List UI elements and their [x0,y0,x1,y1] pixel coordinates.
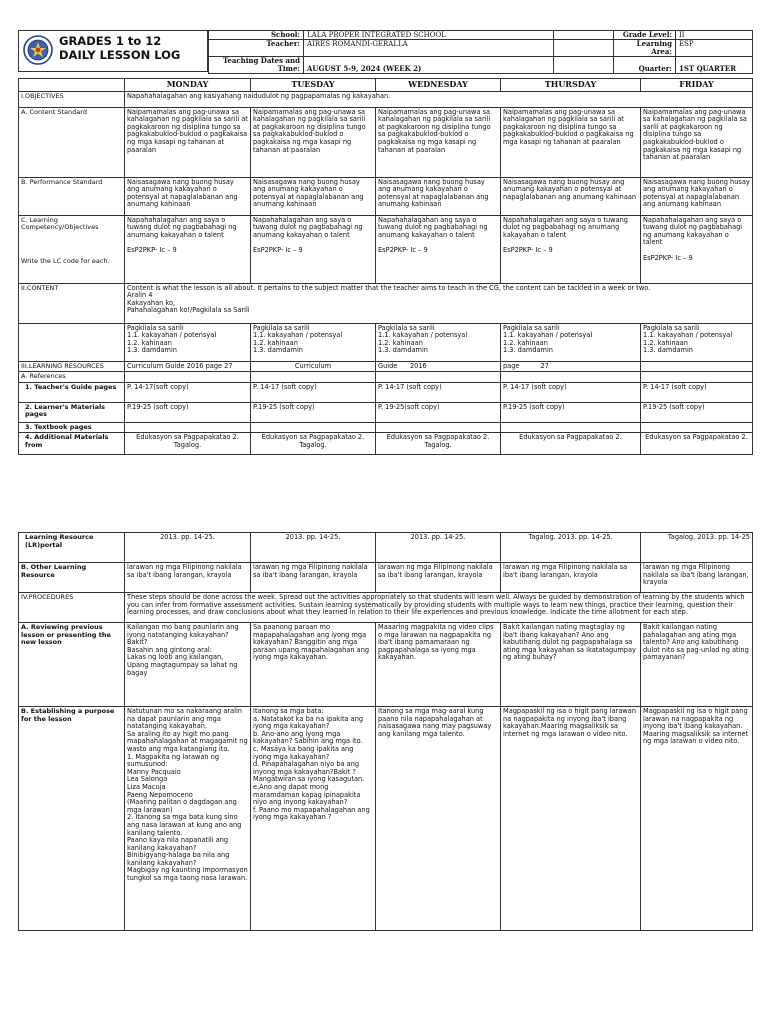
lr-portal-label: Learning Resource (LR)portal [19,533,125,563]
am-tuesday: Edukasyon sa Pagpapakatao 2. Tagalog. [251,433,376,455]
other-monday: larawan ng mga Filipinong nakilala sa iba't ibang larangan, krayola [125,563,251,593]
dates-label-line1: Teaching Dates and [222,56,300,65]
topic-line: 1.2. kahinaan [253,338,298,347]
performance-standard-monday: Naisasagawa nang buong husay ang anumang kakayahan o potensyal at napaglalabanan ang anumang kahinaan [125,177,251,215]
competency-tuesday [251,215,376,283]
lc-code-note: Write the LC code for each. [21,256,110,265]
day-header-tuesday: TUESDAY [251,79,376,92]
lr-thursday: Tagalog. 2013. pp. 14-25. [501,533,641,563]
cg-page: page [503,361,520,370]
topic-tuesday [251,323,376,361]
school-value: LALA PROPER INTEGRATED SCHOOL [304,31,554,40]
references-label: A. References [19,372,125,383]
info-table [208,30,753,74]
review-wednesday: Maaaring magpakita ng video clips o mga larawan na nagpapakita ng iba't ibang pamamaraan ng pagpapahalaga sa iyong mga kakayahan. [376,623,501,707]
competency-wednesday [376,215,501,283]
topic-thursday [501,323,641,361]
topic-line: 1.2. kahinaan [127,338,172,347]
performance-standard-label: B. Performance Standard [19,177,125,215]
tg-thursday: P. 14-17 (soft copy) [501,382,641,402]
procedures-text: These steps should be done across the week. Spread out the activities appropriately so that students will learn well. Always be guided by demonstration of learning by the students which you can infer from formative assessment activities. Sustain learning systematically by providing students with multiple ways to learn new things, practice their learning, question their learning processes, and draw conclusions about what they learned in relation to their life experiences and previous knowledge. Indicate the time allotment for each step. [125,593,753,623]
topic-line: Pagkilala sa sarili [643,323,700,332]
textbook-label: 3. Textbook pages [19,422,125,433]
dates-label [209,57,304,74]
lc-code: EsP2PKP- Ic – 9 [643,253,693,262]
lm-monday: P.19-25 (soft copy) [125,402,251,422]
competency-text: Napahahalagahan ang saya o tuwang dulot ng pagbabahagi ng anumang kakayahan o talent [127,215,237,239]
day-header-monday: MONDAY [125,79,251,92]
quarter-label: Quarter: [614,57,676,74]
teacher-value: AIRES ROMANDI-GERALLA [304,40,554,57]
topic-line: 1.1. kakayahan / potensyal [127,331,217,340]
competency-monday [125,215,251,283]
lr-tuesday: 2013. pp. 14-25. [251,533,376,563]
other-wednesday: larawan ng mga Filipinong nakilala sa iba't ibang larangan, krayola [376,563,501,593]
other-friday: larawan ng mga Filipinong nakilala sa iba't ibang larangan, krayola [641,563,753,593]
content-standard-label: A. Content Standard [19,107,125,177]
topic-line: 1.1. kakayahan / potensyal [503,331,593,340]
day-header-friday: FRIDAY [641,79,753,92]
lc-code: EsP2PKP- Ic – 9 [127,246,177,255]
title-line-1: GRADES 1 to 12 [59,34,162,48]
review-monday: Kailangan mo bang paunlarin ang iyong natatanging kakayahan? Bakit? Basahin ang gintong aral: Lakas ng loob ang kailangan, Upang magtagumpay sa lahat ng bagay [125,623,251,707]
topic-monday [125,323,251,361]
cg-spread-3 [501,361,641,372]
cg-page-num: 27 [540,361,549,370]
lm-friday: P.19-25 (soft copy) [641,402,753,422]
day-header-thursday: THURSDAY [501,79,641,92]
lc-code: EsP2PKP- Ic – 9 [253,246,303,255]
cg-guide: Guide [378,361,398,370]
content-title-2: Pahahalagahan ko!/Pagkilala sa Sarili [127,306,250,315]
performance-standard-friday: Naisasagawa nang buong husay ang anumang kakayahan o potensyal at napaglalabanan ang anumang kahinaan [641,177,753,215]
review-friday: Bakit kailangan nating pahalagahan ang ating mga talento? Ano ang kabutihang dulot nito sa pag-unlad ng ating pamayanan? [641,623,753,707]
day-header-wednesday: WEDNESDAY [376,79,501,92]
topic-line: 1.3. damdamin [378,346,428,355]
document-title [59,34,180,62]
content-label: II.CONTENT [19,283,125,323]
lc-code: EsP2PKP- Ic – 9 [378,246,428,255]
cg-text: Curriculum Guide 2016 page 27 [125,361,251,372]
additional-materials-label: 4. Additional Materials from [19,433,125,455]
purpose-wednesday: Itanong sa mga mag-aaral kung paano nila napapahalagahan at naisasagawa nang may pagsuway ang kanilang mga talento. [376,707,501,931]
content-standard-tuesday: Naipamamalas ang pag-unawa sa kahalagahan ng pagkilala sa sarili at pagkakaroon ng disiplina tungo sa pagkakabuklod-buklod o pagkakaisa ng mga kasapi ng tahanan at paaralan [251,107,376,177]
topic-line: 1.2. kahinaan [503,338,548,347]
other-thursday: larawan ng mga Filipinong nakilala sa iba't ibang larangan, krayola [501,563,641,593]
cg-spread-1: Curriculum [251,361,376,372]
content-text [125,283,753,323]
procedures-label: IV.PROCEDURES [19,593,125,623]
area-label: Learning Area: [614,40,676,57]
content-standard-friday: Naipamamalas ang pag-unawa sa kahalagahan ng pagkilala sa sarili at pagkakaroon ng disiplina tungo sa pagkakabuklod-buklod o pagkakaisa ng mga kasapi ng tahanan at paaralan [641,107,753,177]
lm-tuesday: P.19-25 (soft copy) [251,402,376,422]
topic-line: 1.1. kakayahan / potensyal [643,331,733,340]
competency-friday [641,215,753,283]
am-monday: Edukasyon sa Pagpapakatao 2. Tagalog. [125,433,251,455]
performance-standard-tuesday: Naisasagawa nang buong husay ang anumang kakayahan o potensyal at napaglalabanan ang anumang kahinaan [251,177,376,215]
grade-label: Grade Level: [614,31,676,40]
content-intro: Content is what the lesson is all about. It pertains to the subject matter that the teacher aims to teach in the CG, the content can be tackled in a week or two. [127,283,651,292]
lm-thursday: P.19-25 (soft copy) [501,402,641,422]
purpose-label: B. Establishing a purpose for the lesson [19,707,125,931]
topic-line: 1.1. kakayahan / potensyal [253,331,343,340]
teachers-guide-label: 1. Teacher's Guide pages [19,382,125,402]
review-tuesday: Sa paanong paraan mo mapapahalagahan ang iyong mga kakayahan? Banggitin ang mga paraan upang mapahalagahan ang iyong mga kakayahan. [251,623,376,707]
cg-year: 2016 [409,361,427,370]
performance-standard-thursday: Naisasagawa nang buong husay ang anumang kakayahan o potensyal at napaglalabanan ang anumang kahinaan [501,177,641,215]
topic-line: 1.3. damdamin [127,346,177,355]
topic-line: 1.1. kakayahan / potensyal [378,331,468,340]
am-friday: Edukasyon sa Pagpapakatao 2. [641,433,753,455]
content-standard-thursday: Naipamamalas ang pag-unawa sa kahalagahan ng pagkilala sa sarili at pagkakaroon ng disiplina tungo sa pagkakabuklod-buklod o pagkakaisa ng mga kasapi ng tahanan at paaralan [501,107,641,177]
topic-line: Pagkilala sa sarili [503,323,560,332]
competency-label-text: C. Learning Competency/Objectives [21,215,99,232]
tg-wednesday: P. 14-17 (soft copy) [376,382,501,402]
competency-text: Napahahalagahan ang saya o tuwang dulot ng pagbabahagi ng anumang kakayahan o talent [503,215,628,239]
cg-spread-2 [376,361,501,372]
other-tuesday: larawan ng mga Filipinong nakilala sa iba't ibang larangan, krayola [251,563,376,593]
topic-line: Pagkilala sa sarili [253,323,310,332]
purpose-tuesday: Itanong sa mga bata: a. Natatakot ka ba na ipakita ang iyong mga kakayahan? b. Ano-ano ang iyong mga kakayahan? Sabihin ang mga ito. c. Masaya ka bang ipakita ang iyong mga kakayahan? d. Pinapahalagahan niyo ba ang inyong mga kakayahan?Bakit ? Mangatwiran sa iyong kasagutan. e.Ano ang dapat mong maramdaman kapag ipinapakita niyo ang inyong kakayahan? f. Paano mo mapapahalagahan ang iyong mga kakayahan ? [251,707,376,931]
topic-friday [641,323,753,361]
tg-friday: P. 14-17 (soft copy) [641,382,753,402]
topic-line: 1.3. damdamin [253,346,303,355]
purpose-friday: Magpapaskil ng isa o higit pang larawan na nagpapakita ng inyong iba't ibang kakayahan. Maaring magsaliksik sa internet ng mga larawan o video nito. [641,707,753,931]
competency-thursday [501,215,641,283]
deped-seal-icon [23,35,53,65]
dates-value: AUGUST 5-9, 2024 (WEEK 2) [304,57,554,74]
learning-resources-label: III.LEARNING RESOURCES [19,361,125,372]
objectives-label: I.OBJECTIVES [19,91,125,107]
dates-label-line2: Time: [277,64,300,73]
learners-materials-label: 2. Learner's Materials pages [19,402,125,422]
content-lesson: Aralin 4 [127,291,153,300]
lr-friday: Tagalog. 2013. pp. 14-25 [641,533,753,563]
lm-wednesday: P. 19-25(soft copy) [376,402,501,422]
competency-label [19,215,125,283]
topic-line: 1.2. kahinaan [378,338,423,347]
am-thursday: Edukasyon sa Pagpapakatao 2. [501,433,641,455]
school-label: School: [209,31,304,40]
other-resources-label: B. Other Learning Resource [19,563,125,593]
lr-wednesday: 2013. pp. 14-25. [376,533,501,563]
topic-line: 1.3. damdamin [503,346,553,355]
competency-text: Napahahalagahan ang saya o tuwang dulot ng pagbabahagi ng anumang kakayahan o talent [643,215,743,247]
content-title-1: Kakayahan ko, [127,298,176,307]
topic-line: Pagkilala sa sarili [127,323,184,332]
performance-standard-wednesday: Naisasagawa nang buong husay ang anumang kakayahan o potensyal at napaglalabanan ang anumang kahinaan [376,177,501,215]
topic-wednesday [376,323,501,361]
am-wednesday: Edukasyon sa Pagpapakatao 2. Tagalog. [376,433,501,455]
grade-value: II [676,31,753,40]
topic-line: 1.3. damdamin [643,346,693,355]
lesson-log-table-page1 [18,78,752,455]
lc-code: EsP2PKP- Ic – 9 [503,246,553,255]
lr-monday: 2013. pp. 14-25. [125,533,251,563]
teacher-label: Teacher: [209,40,304,57]
title-line-2: DAILY LESSON LOG [59,48,181,62]
lesson-log-table-page2 [18,532,752,931]
tg-tuesday: P. 14-17 (soft copy) [251,382,376,402]
quarter-value: 1ST QUARTER [676,57,753,74]
content-standard-monday: Naipamamalas ang pag-unawa sa kahalagahan ng pagkilala sa sarili at pagkakaroon ng disiplina tungo sa pagkakabuklod-buklod o pagkakaisa ng mga kasapi ng tahanan at paaralan [125,107,251,177]
competency-text: Napahahalagahan ang saya o tuwang dulot ng pagbabahagi ng anumang kakayahan o talent [378,215,488,239]
review-thursday: Bakit kailangan nating magtaglay ng iba't ibang kakayahan? Ano ang kabutihang dulot ng pagpapahalaga sa ating mga kakayahan sa ikatatagumpay ng ating buhay? [501,623,641,707]
topic-line: Pagkilala sa sarili [378,323,435,332]
review-label: A. Reviewing previous lesson or presenting the new lesson [19,623,125,707]
competency-text: Napahahalagahan ang saya o tuwang dulot ng pagbabahagi ng anumang kakayahan o talent [253,215,363,239]
title-box [18,30,208,72]
area-value: ESP [676,40,753,57]
lesson-log-header [18,30,752,72]
purpose-thursday: Magpapaskil ng isa o higit pang larawan na nagpapakita ng inyong iba't ibang kakayahan.Maaring magsaliksik sa internet ng mga larawan o video nito. [501,707,641,931]
tg-monday: P. 14-17(soft copy) [125,382,251,402]
purpose-monday: Natutunan mo sa nakaraang aralin na dapat paunlarin ang mga natatanging kakayahan. Sa araling ito ay higit mo pang mapahahalagahan at magagamit ng wasto ang mga katangiang ito. 1. Magpakita ng larawan ng sumusunod: Manny Pacquaio Lea Salonga Liza Macuja Paeng Nepomoceno (Maaring palitan o dagdagan ang mga larawan) 2. Itanong sa mga bata kung sino ang nasa larawan at kung ano ang kanilang talento. Paano kaya nila napanatili ang kanilang kakayahan? Binibigyang-halaga ba nila ang kanilang kakayahan? Magbigay ng kaunting impormasyon tungkol sa mga taong nasa larawan. [125,707,251,931]
content-standard-wednesday: Naipamamalas ang pag-unawa sa kahalagahan ng pagkilala sa sarili at pagkakaroon ng disiplina tungo sa pagkakabuklod-buklod o pagkakaisa ng mga kasapi ng tahanan at paaralan [376,107,501,177]
objectives-text: Napahahalagahan ang kasiyahang naidudulot ng pagpapamalas ng kakayahan. [125,91,753,107]
topic-line: 1.2. kahinaan [643,338,688,347]
